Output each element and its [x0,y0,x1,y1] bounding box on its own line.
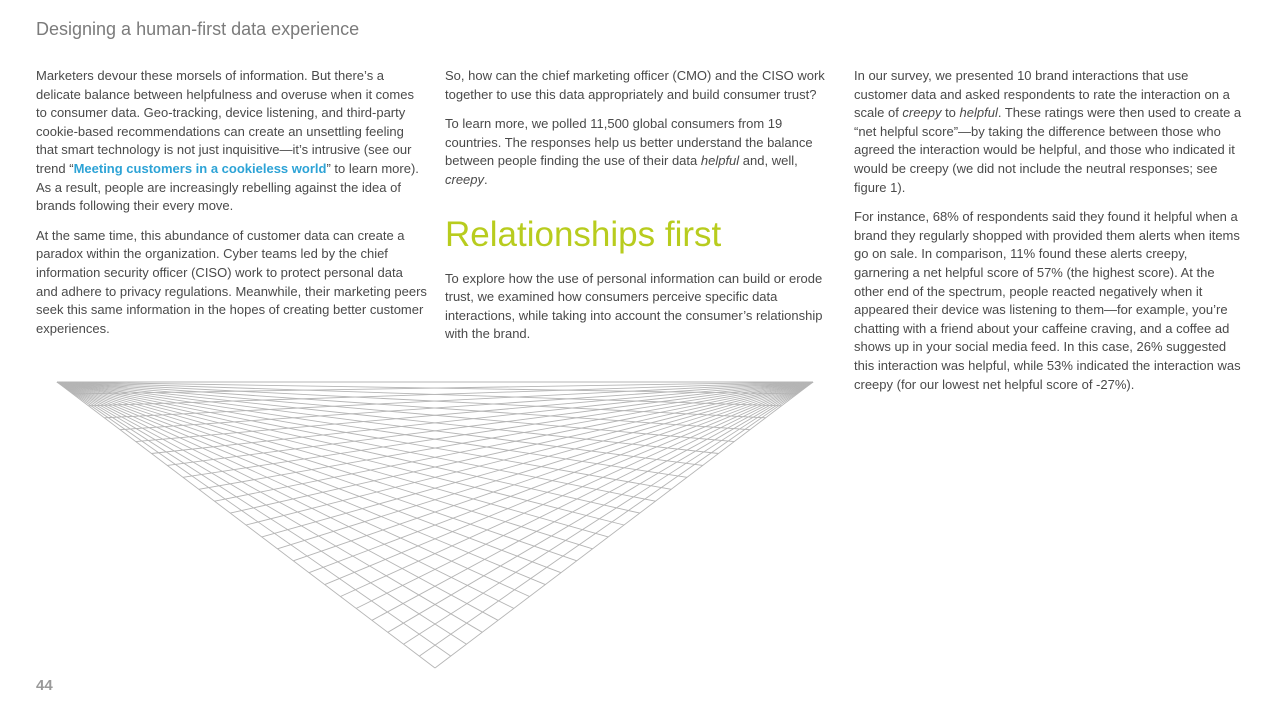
paragraph-poll-text-b: and, well, [739,153,798,169]
grid-line-right-7 [167,382,813,465]
paragraph-survey [854,67,1244,197]
grid-line-left-20 [57,382,498,620]
grid-line-right-20 [372,382,813,620]
grid-line-left-13 [57,382,608,537]
grid-line-right-18 [341,382,814,597]
grid-line-left-1 [57,382,797,394]
grid-line-left-3 [57,382,766,418]
grid-line-right-14 [278,382,814,549]
column-1 [36,67,428,349]
grid-line-right-16 [309,382,813,573]
grid-line-left-9 [57,382,671,489]
grid-line-right-22 [404,382,814,644]
section-heading: Relationships first [445,214,722,254]
grid-line-right-2 [89,382,814,406]
grid-line-right-8 [183,382,813,477]
grid-line-left-6 [57,382,719,454]
paragraph-poll-text-c: . [484,171,488,187]
grid-line-right-19 [356,382,813,608]
grid-line-left-10 [57,382,656,501]
grid-line-right-3 [104,382,813,418]
paragraph-survey-text-a: In our survey, we presented 10 brand interactions that use customer data and asked respondents to rate the interaction on a scale of [854,68,1230,121]
paragraph-cmo-ciso: So, how can the chief marketing officer (CMO) and the CISO work together to use this data appropriately and build consumer trust? [445,68,825,102]
paragraph-poll-em-creepy: creepy [445,171,485,187]
paragraph-survey-em-creepy: creepy [902,105,942,121]
paragraph-poll [445,115,837,189]
grid-line-left-17 [57,382,545,585]
paragraph-survey-em-helpful: helpful [959,105,998,121]
grid-line-left-15 [57,382,577,561]
paragraph-poll-text-a: To learn more, we polled 11,500 global consumers from 19 countries. The responses help us better understand the balance between people finding the use of their data [445,116,813,169]
grid-line-left-16 [57,382,561,573]
paragraph-intro [36,67,428,216]
grid-line-right-15 [293,382,813,561]
grid-line-right-9 [199,382,813,489]
grid-line-right-17 [325,382,813,585]
grid-line-left-7 [57,382,703,465]
grid-line-right-23 [419,382,813,656]
paragraph-intro-text-a: Marketers devour these morsels of information. But there’s a delicate balance between helpfulness and overuse when it comes to consumer data. Geo-tracking, device listening, and third-party cookie-based recommendations can create an unsettling feeling that smart technology is not just inquisitive—it’s intrusive (see our trend “ [36,68,414,176]
grid-line-right-6 [152,382,814,454]
grid-line-left-18 [57,382,530,597]
grid-line-right-1 [73,382,813,394]
grid-line-left-12 [57,382,624,525]
paragraph-survey-text-b: to [941,105,960,121]
grid-line-left-22 [57,382,467,644]
grid-line-left-5 [57,382,734,442]
grid-line-left-21 [57,382,482,632]
trend-link[interactable]: Meeting customers in a cookieless world [73,160,327,176]
page-header-title: Designing a human-first data experience [36,19,360,39]
grid-line-left-4 [57,382,750,430]
grid-line-left-8 [57,382,687,477]
column-3 [854,67,1244,405]
grid-line-left-11 [57,382,640,513]
grid-line-right-4 [120,382,813,430]
paragraph-intro-text-b: ” to learn more). As a result, people are increasingly rebelling against the idea of brands following their every move. [36,160,419,214]
grid-line-right-5 [136,382,813,442]
grid-line-right-10 [215,382,814,501]
grid-line-left-24 [57,382,435,668]
grid-line-right-21 [388,382,813,632]
grid-line-left-23 [57,382,451,656]
grid-line-left-19 [57,382,514,608]
grid-line-left-2 [57,382,782,406]
paragraph-example: For instance, 68% of respondents said they found it helpful when a brand they regularly shopped with provided them alerts when items go on sale. In comparison, 11% found these alerts creepy, garnering a net helpful score of 57% (the highest score). At the other end of the spectrum, people reacted negatively when it appeared their device was listening to them—for example, you’re chatting with a friend about your caffeine craving, and a coffee ad shows up in your social media feed. In this case, 26% suggested this interaction was helpful, while 53% indicated the interaction was creepy (for our lowest net helpful score of -27%). [854,209,1241,392]
grid-line-right-11 [230,382,813,513]
grid-line-right-12 [246,382,813,525]
grid-line-left-14 [57,382,593,549]
page-number: 44 [36,677,53,694]
grid-line-right-24 [435,382,813,668]
paragraph-survey-text-c: . These ratings were then used to create a “net helpful score”—by taking the difference between those who agreed the interaction would be helpful, and those who indicated it would be creepy (we did not include the neutral responses; see figure 1). [854,105,1242,195]
paragraph-poll-em-helpful: helpful [700,153,740,169]
paragraph-explore: To explore how the use of personal information can build or erode trust, we examined how consumers perceive specific data interactions, while taking into account the consumer’s relationship with the brand. [445,270,823,342]
paragraph-paradox: At the same time, this abundance of customer data can create a paradox within the organization. Cyber teams led by the chief information security officer (CISO) work to protect personal data and adhere to privacy regulations. Meanwhile, their marketing peers seek this same information in the hopes of creating better customer experiences. [36,227,427,336]
column-2 [445,67,837,355]
grid-line-right-13 [262,382,813,537]
